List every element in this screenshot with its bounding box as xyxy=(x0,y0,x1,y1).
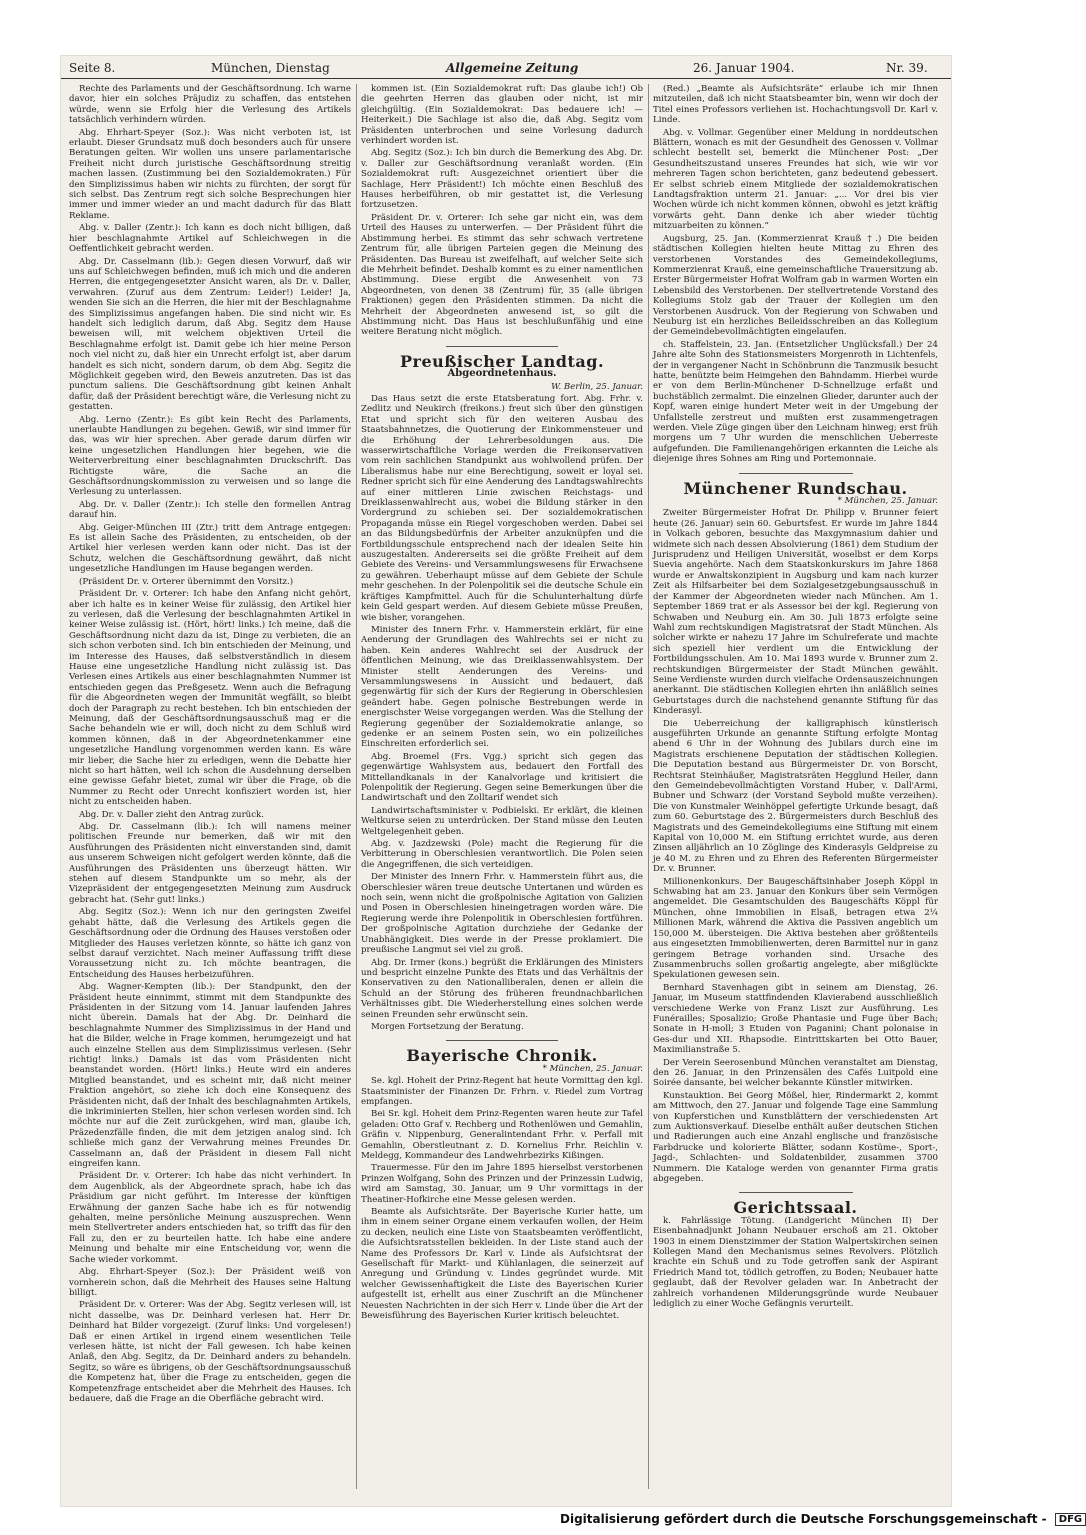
credit-text: Digitalisierung gefördert durch die Deutsche Forschungsgemeinschaft - xyxy=(560,1512,1047,1526)
dateline: W. Berlin, 25. Januar. xyxy=(551,381,643,392)
paragraph: Landwirtschaftsminister v. Podbielski. Er erklärt, die kleinen Weltkurse seien zu unterdrücken. Der Stand müsse den Leuten Weltgelegenheit geben. xyxy=(361,805,643,837)
paragraph: Abg. Ehrhart-Speyer (Soz.): Was nicht verboten ist, ist erlaubt. Dieser Grundsatz muß doch besonders auch für unsere Beratungen gelten. Wir wollen uns unsere parlamentarische Freiheit nicht durch juristische Geschäftsordnung streitig machen lassen. (Zustimmung bei den Sozialdemokraten.) Für den Simplizissimus haben wir nichts zu fürchten, der sorgt für sich selbst. Das Zentrum regt sich solche Besprechungen hier immer und immer wieder an und macht dadurch für das Blatt Reklame. xyxy=(69,127,351,221)
paragraph: Abg. v. Daller (Zentr.): Ich kann es doch nicht billigen, daß hier beschlagnahmte Artikel auf Schleichwegen in die Oeffentlichkeit gebracht werden. xyxy=(69,223,351,255)
paragraph: Bernhard Stavenhagen gibt in seinem am Dienstag, 26. Januar, im Museum stattfindenden Klavierabend ausschließlich verschiedene Werke von Franz Liszt zur Ausführung. Les Funérailles; Sposalizio; Große Phantasie und Fuge über Bach; Sonate in H-moll; 3 Etuden von Paganini; Chant polonaise in Ges-dur und XII. Rhapsodie. Eintrittskarten bei Otto Bauer, Maximilianstraße 5. xyxy=(653,982,938,1056)
paragraph: Abg. v. Vollmar. Gegenüber einer Meldung in norddeutschen Blättern, wonach es mit der Gesundheit des Genossen v. Vollmar schlecht bestellt sei, bemerkt die Münchener Post: „Der Gesundheitszustand unseres Freundes hat sich, wie wir vor mehreren Tagen schon berichteten, ganz bedeutend gebessert. Er selbst schrieb einem Mitgliede der sozialdemokratischen Landtagsfraktion unterm 21. Januar: „... Vor drei bis vier Wochen würde ich nicht kommen können, obwohl es jetzt kräftig vorwärts geht. Dann denke ich aber wieder tüchtig mitzuarbeiten zu können.“ xyxy=(653,127,938,232)
issue-date: 26. Januar 1904. xyxy=(693,61,795,75)
paragraph: Die Ueberreichung der kalligraphisch künstlerisch ausgeführten Urkunde an genannte Stiftung erfolgte Montag abend 6 Uhr in der Wohnung des Jubilars durch eine im Magistrats erschienene Deputation der städtischen Kollegien. Die Deputation bestand aus Bürgermeister Dr. von Borscht, Rechtsrat Steinhäußer, Magistratsräten Hegglund Heiler, dann den Gemeindebevollmächtigten Vorstand Huber, v. Dall'Armi, Bubner und Schwarz (der Vorstand Seybold mußte verzeihen). Die von Kunstmaler Weinhöppel gefertigte Urkunde besagt, daß zum 60. Geburtstage des 2. Bürgermeisters durch Beschluß des Magistrats und des Gemeindekollegiums eine Stiftung mit einem Kapital von 10,000 M. ein Stiftung errichtet wurde, aus deren Zinsen alljährlich an 10 Zöglinge des Kinderasyls Geldpreise zu je 40 M. zu Ehren und zu Ehren des Referenten Bürgermeister Dr. v. Brunner. xyxy=(653,718,938,875)
column-divider xyxy=(356,84,357,1489)
issue-number: Nr. 39. xyxy=(886,61,928,75)
paragraph: Präsident Dr. v. Orterer: Ich habe das nicht verhindert. In dem Augenblick, als der Abgeordnete sprach, habe ich das Präsidium gar nicht geführt. Im Interesse der künftigen Erwähnung der ganzen Sache habe ich es für notwendig gehalten, meine persönliche Meinung auszusprechen. Wenn mein Stellvertreter anders entschieden hat, so trifft das für den Fall zu, den er zu beurteilen hatte. Ich habe eine andere Meinung und behalte mir eine Entscheidung vor, wenn die Sache wieder vorkommt. xyxy=(69,1171,351,1265)
city-day: München, Dienstag xyxy=(211,61,330,75)
paragraph: Trauermesse. Für den im Jahre 1895 hierselbst verstorbenen Prinzen Wolfgang, Sohn des Prinzen und der Prinzessin Ludwig, wird am Samstag, 30. Januar, um 9 Uhr vormittags in der Theatiner-Hofkirche eine Messe gelesen werden. xyxy=(361,1163,643,1205)
divider xyxy=(739,473,853,474)
paragraph: (Präsident Dr. v. Orterer übernimmt den Vorsitz.) xyxy=(79,576,294,587)
paragraph: Millionenkonkurs. Der Baugeschäftsinhaber Joseph Köppl in Schwabing hat am 23. Januar den Konkurs über sein Vermögen angemeldet. Die Gesamtschulden des Baugeschäfts Köppl für München, ohne Immobilien in Elsaß, betragen etwa 2¼ Millionen Mark, während die Aktiva die Passiven angeblich um 150,000 M. übersteigen. Die Aktiva bestehen aber größtenteils aus eingesetzten Immobilienwerten, deren Barmittel nur in ganz geringem Betrage vorhanden sind. Ursache des Zusammenbruchs sollen großartig angelegte, aber mißglückte Spekulationen gewesen sein. xyxy=(653,876,938,981)
paragraph: Abg. Ehrhart-Speyer (Soz.): Der Präsident weiß von vornherein schon, daß die Mehrheit des Hauses seine Haltung billigt. xyxy=(69,1267,351,1298)
divider xyxy=(446,1040,559,1041)
paragraph: Minister des Innern Frhr. v. Hammerstein erklärt, für eine Aenderung der Grundlagen des Wahlrechts sei er nicht zu haben. Kein anderes Wahlrecht sei der Ausdruck der öffentlichen Meinung, wie das Dreiklassenwahlsystem. Der Minister stellt Aenderungen des Vereins- und Versammlungswesens in Aussicht und bedauert, daß gegenwärtig für sich der Kurs der Regierung in Oberschlesien geändert habe. Gegen polnische Bestrebungen werde in energischster Weise vorgegangen werden. Was die Stellung der Regierung gegenüber der Sozialdemokratie anlange, so gedenke er an seinem Posten sein, wo ein polizeiliches Einschreiten erforderlich sei. xyxy=(361,624,643,750)
paragraph: Abg. Wagner-Kempten (lib.): Der Standpunkt, den der Präsident heute einnimmt, stimmt mit dem Standpunkte des Präsidenten in der Sitzung vom 14. Januar laufenden Jahres nicht überein. Damals hat der Abg. Dr. Deinhard die beschlagnahmte Nummer des Simplizissimus in der Hand und hat die Bilder, welche in Frage kommen, herumgezeigt und hat auch einzelne Stellen aus dem Simplizissimus verlesen. (Sehr richtig! links.) Damals ist das vom Präsidenten nicht beanstandet worden. (Hört! links.) Heute wird ein anderes Mitglied beanstandet, und es scheint mir, daß nicht meiner Fraktion angehört, so ziehe ich doch eine Konsequenz des Präsidenten nicht, daß der Inhalt des beschlagnahmten Artikels, die inkriminierten Stellen, hier schon verlesen worden sind. Ich möchte nur auf die Zeit zurückgehen, wird man, glaube ich, Präzedenzfälle finden, die mit dem jetzigen analog sind. Ich schließe mich ganz der Verwahrung meines Freundes Dr. Casselmann an, daß der Präsident in diesem Fall nicht eingreifen kann. xyxy=(69,982,351,1170)
paragraph: Bei Sr. kgl. Hoheit dem Prinz-Regenten waren heute zur Tafel geladen: Otto Graf v. Rechberg und Rothenlöwen und Gemahlin, Gräfin v. Nippenburg, Generalintendant Frhr. v. Perfall mit Gemahlin, Oberstleutnant z. D. Kornelius Frhr. Reichlin v. Meldegg, Kommandeur des Landwehrbezirks Kißingen. xyxy=(361,1109,643,1161)
divider xyxy=(739,1192,853,1193)
dateline: * München, 25. Januar. xyxy=(837,496,938,507)
paragraph: Augsburg, 25. Jan. (Kommerzienrat Krauß †.) Die beiden städtischen Kollegien hielten heute Mittag zu Ehren des verstorbenen Vorstandes des Gemeindekollegiums, Kommerzienrat Krauß, eine gemeinschaftliche Trauersitzung ab. Erster Bürgermeister Hofrat Wolfram gab in warmen Worten ein Lebensbild des Verstorbenen. Der stellvertretende Vorstand des Kollegiums Stolz gab der Trauer der Kollegien um den Verstorbenen Ausdruck. Von der Regierung von Schwaben und Neuburg ist ein herzliches Beileidsschreiben an das Kollegium der Gemeindebevollmächtigten eingelaufen. xyxy=(653,233,938,338)
paragraph: Der Minister des Innern Frhr. v. Hammerstein führt aus, die Oberschlesier wären treue deutsche Untertanen und würden es noch sein, wenn nicht die großpolnische Agitation von Galizien und Posen in Oberschlesien hineingetragen worden wäre. Die Regierung werde ihre Polenpolitik in Oberschlesien fortführen. Der großpolnische Agitation durchziehe der Gedanke der Unabhängigkeit. Dies werde in der Presse proklamiert. Die preußische Langmut sei viel zu groß. xyxy=(361,872,643,956)
rundschau-paragraphs xyxy=(653,508,938,1184)
page-header xyxy=(61,56,951,79)
chronik-paragraphs xyxy=(361,1076,643,1321)
paragraph: Abg. Dr. v. Daller (Zentr.): Ich stelle den formellen Antrag darauf hin. xyxy=(69,499,351,521)
page-number: Seite 8. xyxy=(69,61,116,75)
paragraph: Abg. Dr. Casselmann (lib.): Ich will namens meiner politischen Freunde nur bemerken, daß wir mit den Ausführungen des Präsidenten nicht einverstanden sind, damit aus unserem Schweigen nicht gefolgert werden könnte, daß die Ausführungen des Präsidenten uns überzeugt hätten. Wir stehen auf diesem Standpunkte um so mehr, als der Vizepräsident der entgegengesetzten Meinung zum Ausdruck gebracht hat. (Sehr gut! links.) xyxy=(69,822,351,905)
paragraph: Rechte des Parlaments und der Geschäftsordnung. Ich warne davor, hier ein solches Präjudiz zu schaffen, das entstehen würde, wenn sie Erfolg hier die Verlesung des Artikels tatsächlich verhindern würden. xyxy=(69,84,351,126)
paragraph: (Red.) „Beamte als Aufsichtsräte“ erlaube ich mir Ihnen mitzuteilen, daß ich nicht Staatsbeamter bin, wenn wir doch der Titel eines Professors verliehen ist. Hochachtungsvoll Dr. Karl v. Linde. xyxy=(653,84,938,126)
newspaper-page xyxy=(60,55,952,1507)
col2-top-paragraphs xyxy=(361,84,643,338)
digitization-credit xyxy=(560,1512,1086,1526)
newspaper-title: Allgemeine Zeitung xyxy=(446,61,579,75)
paragraph: Zweiter Bürgermeister Hofrat Dr. Philipp v. Brunner feiert heute (26. Januar) sein 60. Geburtsfest. Er wurde im Jahre 1844 in Volkach geboren, besuchte das Maxgymnasium dahier und widmete sich nach dessen Absolvierung (1861) dem Studium der Jurisprudenz und Heiligen Universität, woselbst er dem Korps Suevia angehörte. Nach dem Staatskonkurskurs im Jahre 1868 wurde er Anwaltskonzipient in Augsburg und kam nach kurzer Zeit als Hilfsarbeiter bei dem Sozialgesetzgebungsausschuß in der Kammer der Abgeordneten wieder nach München. Am 1. September 1869 trat er als Assessor bei der kgl. Regierung von Schwaben und Neuburg ein. Am 30. Juli 1873 erfolgte seine Wahl zum rechtskundigen Magistratsrat der Stadt München. Als solcher wirkte er nahezu 17 Jahre im Schulreferate und machte sich speziell hier verdient um die Entwicklung der Fortbildungsschulen. Am 10. Mai 1893 wurde v. Brunner zum 2. rechtskundigen Bürgermeister der Stadt München gewählt. Seine Verdienste wurden durch vielfache Ordensauszeichnungen anerkannt. Die städtischen Kollegien ehrten ihn anläßlich seines Geburtstages durch die nachstehend genannte Stiftung für das Kinderasyl. xyxy=(653,508,938,717)
paragraph: Präsident Dr. v. Orterer: Ich sehe gar nicht ein, was dem Urteil des Hauses zu unterwerfen. — Der Präsident führt die Abstimmung herbei. Es stimmt das sehr schwach vertretene Zentrum für, alle übrigen Parteien gegen die Meinung des Präsidenten. Das Bureau ist zweifelhaft, auf welcher Seite sich die Mehrheit befindet. Deshalb kommt es zu einer namentlichen Abstimmung. Diese ergibt die Anwesenheit von 73 Abgeordneten, von denen 38 (Zentrum) für, 35 (alle übrigen Fraktionen) gegen den Präsidenten stimmen. Da nicht die Mehrheit der Abgeordneten anwesend ist, so gilt die Abstimmung nicht. Das Haus ist beschlußunfähig und eine weitere Beratung nicht möglich. xyxy=(361,212,643,338)
section-title-muenchener-rundschau: Münchener Rundschau. xyxy=(683,478,908,498)
paragraph: Abg. Dr. Casselmann (lib.): Gegen diesen Vorwurf, daß wir uns auf Schleichwegen befinden, muß ich mich und die anderen Herren, die entgegengesetzter Ansicht waren, als Dr. v. Daller, verwahren. (Zuruf aus dem Zentrum: Leider!) Leider! Ja, wenden Sie sich an die Herren, die hier mit der Beschlagnahme des Simplizissimus angefangen haben. Die sind nicht wir. Es handelt sich lediglich darum, daß Abg. Segitz dem Hause beweisen will, mit welchem objektiven Urteil die Beschlagnahme erfolgt ist. Damit gebe ich hier meine Person noch viel nicht zu, daß hier ein Unrecht erfolgt ist, aber darum handelt es sich nicht, sondern darum, ob dem Abg. Segitz die Möglichkeit gegeben wird, den Beweis anzutreten. Das ist das punctum saliens. Die Geschäftsordnung gibt keinen Anhalt dafür, daß der Präsident berechtigt wäre, die Verlesung nicht zu gestatten. xyxy=(69,256,351,413)
column-1 xyxy=(69,84,351,1489)
paragraph: Morgen Fortsetzung der Beratung. xyxy=(371,1021,524,1032)
paragraph: Präsident Dr. v. Orterer: Ich habe den Anfang nicht gehört, aber ich halte es in keiner Weise für zulässig, den Artikel hier zu verlesen, daß die Verlesung der beschlagnahmten Artikel in keiner Weise zulässig ist. (Hört, hört! links.) Ich meine, daß die Geschäftsordnung nicht dazu da ist, Dinge zu verbieten, die an sich schon verboten sind. Ich bin entschieden der Meinung, und im Interesse des Hauses, daß selbstverständlich in diesem Hause eine ungesetzliche Handlung nicht zulässig ist. Das Verlesen eines Artikels aus einer beschlagnahmten Nummer ist entschieden gegen das Preßgesetz. Wenn auch die Befragung für die Abgeordneten wegen der Immunität wegfällt, so bleibt doch der Paragraph zu recht bestehen. Ich bin entschieden der Meinung, daß der Geschäftsordnungsausschuß mag er die Sache behandeln wie er will, doch nicht zu dem Schluß wird kommen können, daß in der Abgeordnetenkammer eine ungesetzliche Handlung vorgenommen werden kann. Es wäre mir lieber, die Sache hier zu erledigen, wenn die Debatte hier nicht so hart hätten, weil ich schon die Ausdehnung derselben eine gewisse Gefahr bietet, zumal wir über die Frage, ob die Nummer zu Recht oder Unrecht konfisziert worden ist, hier nicht zu entscheiden haben. xyxy=(69,589,351,808)
paragraph: Der Verein Seerosenbund München veranstaltet am Dienstag, den 26. Januar, in den Prinzensälen des Cafés Luitpold eine Soirée dansante, bei welcher bekannte Künstler mitwirken. xyxy=(653,1057,938,1089)
section-title-preussischer-landtag: Preußischer Landtag. xyxy=(399,351,605,371)
paragraph: k. Fahrlässige Tötung. (Landgericht München II) Der Eisenbahnadjunkt Johann Neubauer erschoß am 21. Oktober 1903 in einem Dienstzimmer der Station Walpertskirchen seinen Kollegen Mand den Mechanismus seines Revolvers. Plötzlich krachte ein Schuß und zu Tode getroffen sank der Aspirant Friedrich Mand tot, tödlich getroffen, zu Boden; Neubauer hatte geglaubt, daß der Revolver geladen war. In Anbetracht der zahlreich vorhandenen Milderungsgründe wurde Neubauer lediglich zu einer Woche Gefängnis verurteilt. xyxy=(653,1215,938,1310)
paragraph: Abg. Segitz (Soz.): Ich bin durch die Bemerkung des Abg. Dr. v. Daller zur Geschäftsordnung veranlaßt worden. (Ein Sozialdemokrat ruft: Ausgezeichnet orientiert über die Sachlage, Herr Präsident!) Ich möchte einen Beschluß des Hauses herbeiführen, ob mir gestattet ist, die Verlesung fortzusetzen. xyxy=(361,148,643,211)
paragraph: Abg. Dr. v. Daller zieht den Antrag zurück. xyxy=(79,809,264,820)
col1-paragraphs xyxy=(69,84,351,1404)
column-divider xyxy=(648,84,649,1489)
court-paragraphs xyxy=(653,1216,938,1310)
paragraph: Abg. Geiger-München III (Ztr.) tritt dem Antrage entgegen: Es ist allein Sache des Präsidenten, zu entscheiden, ob der Artikel hier verlesen werden kann oder nicht. Das ist der Schutz, welchen die Geschäftsordnung gewährt, daß nicht ungesetzliche Handlungen im Hause begangen werden. xyxy=(69,522,351,575)
paragraph: Abg. Lerno (Zentr.): Es gibt kein Recht des Parlaments, unerlaubte Handlungen zu begehen. Gewiß, wir sind immer für das, was wir hier sprechen. Aber gerade darum dürfen wir keine ungesetzlichen Handlungen hier begehen, wie die Weiterverbreitung einer beschlagnahmten Druckschrift. Das Richtigste wäre, die Sache an die Geschäftsordnungskommission zu verweisen und so lange die Verlesung zu unterlassen. xyxy=(69,414,351,498)
dfg-logo: DFG xyxy=(1055,1513,1086,1526)
paragraph: Abg. Dr. Irmer (kons.) begrüßt die Erklärungen des Ministers und bespricht einzelne Punkte des Etats und das Verhältnis der Konservativen zu den Nationalliberalen, denen er allein die Schuld an der Störung des früheren freundnachbarlichen Verhältnisses gibt. Die Wiederherstellung eines solchen werde seinen Freunden sehr erwünscht sein. xyxy=(361,957,643,1020)
column-3 xyxy=(653,84,938,1489)
section-subtitle-abgeordnetenhaus: Abgeordnetenhaus. xyxy=(447,368,557,380)
paragraph: Das Haus setzt die erste Etatsberatung fort. Abg. Frhr. v. Zedlitz und Neukirch (freikons.) freut sich über den günstigen Etat und spricht sich für den weiteren Ausbau des Staatsbahnnetzes, die Quotierung der Einkommensteuer und die Erhöhung der Lehrerbesoldungen aus. Die wasserwirtschaftliche Vorlage werden die Freikonservativen vom rein sachlichen Standpunkt aus wohlwollend prüfen. Der Liberalismus habe nur eine Berechtigung, soweit er loyal sei. Redner spricht sich für eine Aenderung des Landtagswahlrechts auf einer mittleren Linie zwischen Reichstags- und Dreiklassenwahlrecht aus, wobei die Bildung stärker in den Vordergrund zu schieben sei. Der sozialdemokratischen Propaganda müsse ein Riegel vorgeschoben werden. Dabei sei an das Bildungsbedürfnis der Arbeiter anzuknüpfen und die Fortbildungsschule entsprechend nach der idealen Seite hin auszugestalten. Andererseits sei die größte Freiheit auf dem Gebiete des Vereins- und Versammlungswesens für Erwachsene zu gewähren. Ueberhaupt müsse auf dem Gebiete der Schule mehr geschehen. In der Polenpolitik sei die deutsche Schule ein kräftiges Kampfmittel. Auch für die Schulunterhaltung dürfe kein Geld gespart werden. Auf diesem Gebiete müsse Preußen, wie bisher, vorangehen. xyxy=(361,393,643,623)
paragraph: kommen ist. (Ein Sozialdemokrat ruft: Das glaube ich!) Ob die geehrten Herren das glauben oder nicht, ist mir gleichgültig. (Ein Sozialdemokrat: Das bedauere ich! — Heiterkeit.) Die Sachlage ist also die, daß Abg. Segitz vom Präsidenten unterbrochen und seine Vorlesung dadurch verhindert worden ist. xyxy=(361,84,643,147)
column-2 xyxy=(361,84,643,1489)
landtag-paragraphs xyxy=(361,394,643,1032)
paragraph: Beamte als Aufsichtsräte. Der Bayerische Kurier hatte, um ihm in einem seiner Organe einem verkaufen wollen, der Heim zu decken, neulich eine Liste von Staatsbeamten veröffentlicht, die Aufsichtsratsstellen bekleiden. In der Liste stand auch der Name des Professors Dr. Karl v. Linde als Aufsichtsrat der Gesellschaft für Markt- und Kühlanlagen, die seinerzeit auf Anregung und Gründung v. Lindes gegründet wurde. Mit welcher Gewissenhaftigkeit die Liste des Bayerischen Kurier aufgestellt ist, erhellt aus einer Zuschrift an die Münchener Neuesten Nachrichten in der sich Herr v. Linde über die Art der Beweisführung des Bayerischen Kurier kritisch beleuchtet. xyxy=(361,1207,643,1322)
paragraph: Abg. Broemel (Frs. Vgg.) spricht sich gegen das gegenwärtige Wahlsystem aus, bedauert den Fortfall des Mittellandkanals in der Kanalvorlage und kritisiert die Polenpolitik der Regierung. Gegen seine Bemerkungen über die Landwirtschaft und den Zolltarif wendet sich xyxy=(361,751,643,804)
paragraph: Präsident Dr. v. Orterer: Was der Abg. Segitz verlesen will, ist nicht dasselbe, was Dr. Deinhard verlesen hat. Herr Dr. Deinhard hat Bilder vorgezeigt. (Zuruf links: Und vorgelesen!) Daß er einen Artikel in irgend einem wesentlichen Teile verlesen hätte, ist nicht der Fall gewesen. Ich habe keinen Anlaß, den Abg. Segitz, da Dr. Deinhard anders zu behandeln. Segitz, so wäre es übrigens, ob der Geschäftsordnungsausschuß die Kompetenz hat, über die Frage zu entscheiden, gegen die Kompetenzfrage entscheidet aber die Mehrheit des Hauses. Ich bedauere, daß die Frage an die Oberfläche gebracht wird. xyxy=(69,1300,351,1404)
dateline: * München, 25. Januar. xyxy=(542,1063,643,1074)
paragraph: Se. kgl. Hoheit der Prinz-Regent hat heute Vormittag den kgl. Staatsminister der Finanzen Dr. Frhrn. v. Riedel zum Vortrag empfangen. xyxy=(361,1076,643,1107)
paragraph: ch. Staffelstein, 23. Jan. (Entsetzlicher Unglücksfall.) Der 24 Jahre alte Sohn des Stationsmeisters Morgenroth in Lichtenfels, der in vergangener Nacht in Schönbrunn die Tanzmusik besucht hatte, benützte beim Heimgehen den Bahndamm. Hierbei wurde er von dem Berlin-Münchener D-Schnellzuge erfaßt und buchstäblich zermalmt. Die einzelnen Glieder, darunter auch der Kopf, waren einige hundert Meter weit in der Umgebung der Unfallstelle zerstreut und mußten erst zusammengetragen werden. Viele Züge gingen über den Leichnam hinweg; erst früh morgens um 7 Uhr wurden die menschlichen Ueberreste aufgefunden. Die Familienangehörigen erkannten die Leiche als diejenige ihres Sohnes am Ring und Portemonnaie. xyxy=(653,339,938,465)
paragraph: Abg. Segitz (Soz.): Wenn ich nur den geringsten Zweifel gehabt hätte, daß die Verlesung des Artikels gegen die Geschäftsordnung oder die Ordnung des Hauses verstoßen oder Mitglieder des Hauses verletzen könnte, so hätte ich ganz von selbst darauf verzichtet. Nach meiner Auffassung trifft diese Voraussetzung nicht zu. Ich möchte beantragen, die Entscheidung des Hauses herbeizuführen. xyxy=(69,907,351,980)
paragraph: Abg. v. Jazdzewski (Pole) macht die Regierung für die Verbitterung in Oberschlesien verantwortlich. Die Polen seien die Angegriffenen, die sich verteidigen. xyxy=(361,839,643,870)
col3-top-paragraphs xyxy=(653,84,938,465)
section-title-gerichtssaal: Gerichtssaal. xyxy=(733,1198,858,1218)
section-title-bayerische-chronik: Bayerische Chronik. xyxy=(406,1046,598,1066)
divider xyxy=(446,346,559,347)
paragraph: Kunstauktion. Bei Georg Mößel, hier, Rindermarkt 2, kommt am Mittwoch, den 27. Januar und folgende Tage eine Sammlung von Kupferstichen und Kunstblättern der verschiedensten Art zum Auktionsverkauf. Dieselbe enthält außer deutschen Stichen und Radierungen auch eine Anzahl englische und französische Farbdrucke und kolorierte Blätter, sodann Kostüme-, Sport-, Jagd-, Schlachten- und Soldatenbilder, zusammen 3700 Nummern. Die Kataloge werden von genannter Firma gratis abgegeben. xyxy=(653,1090,938,1185)
